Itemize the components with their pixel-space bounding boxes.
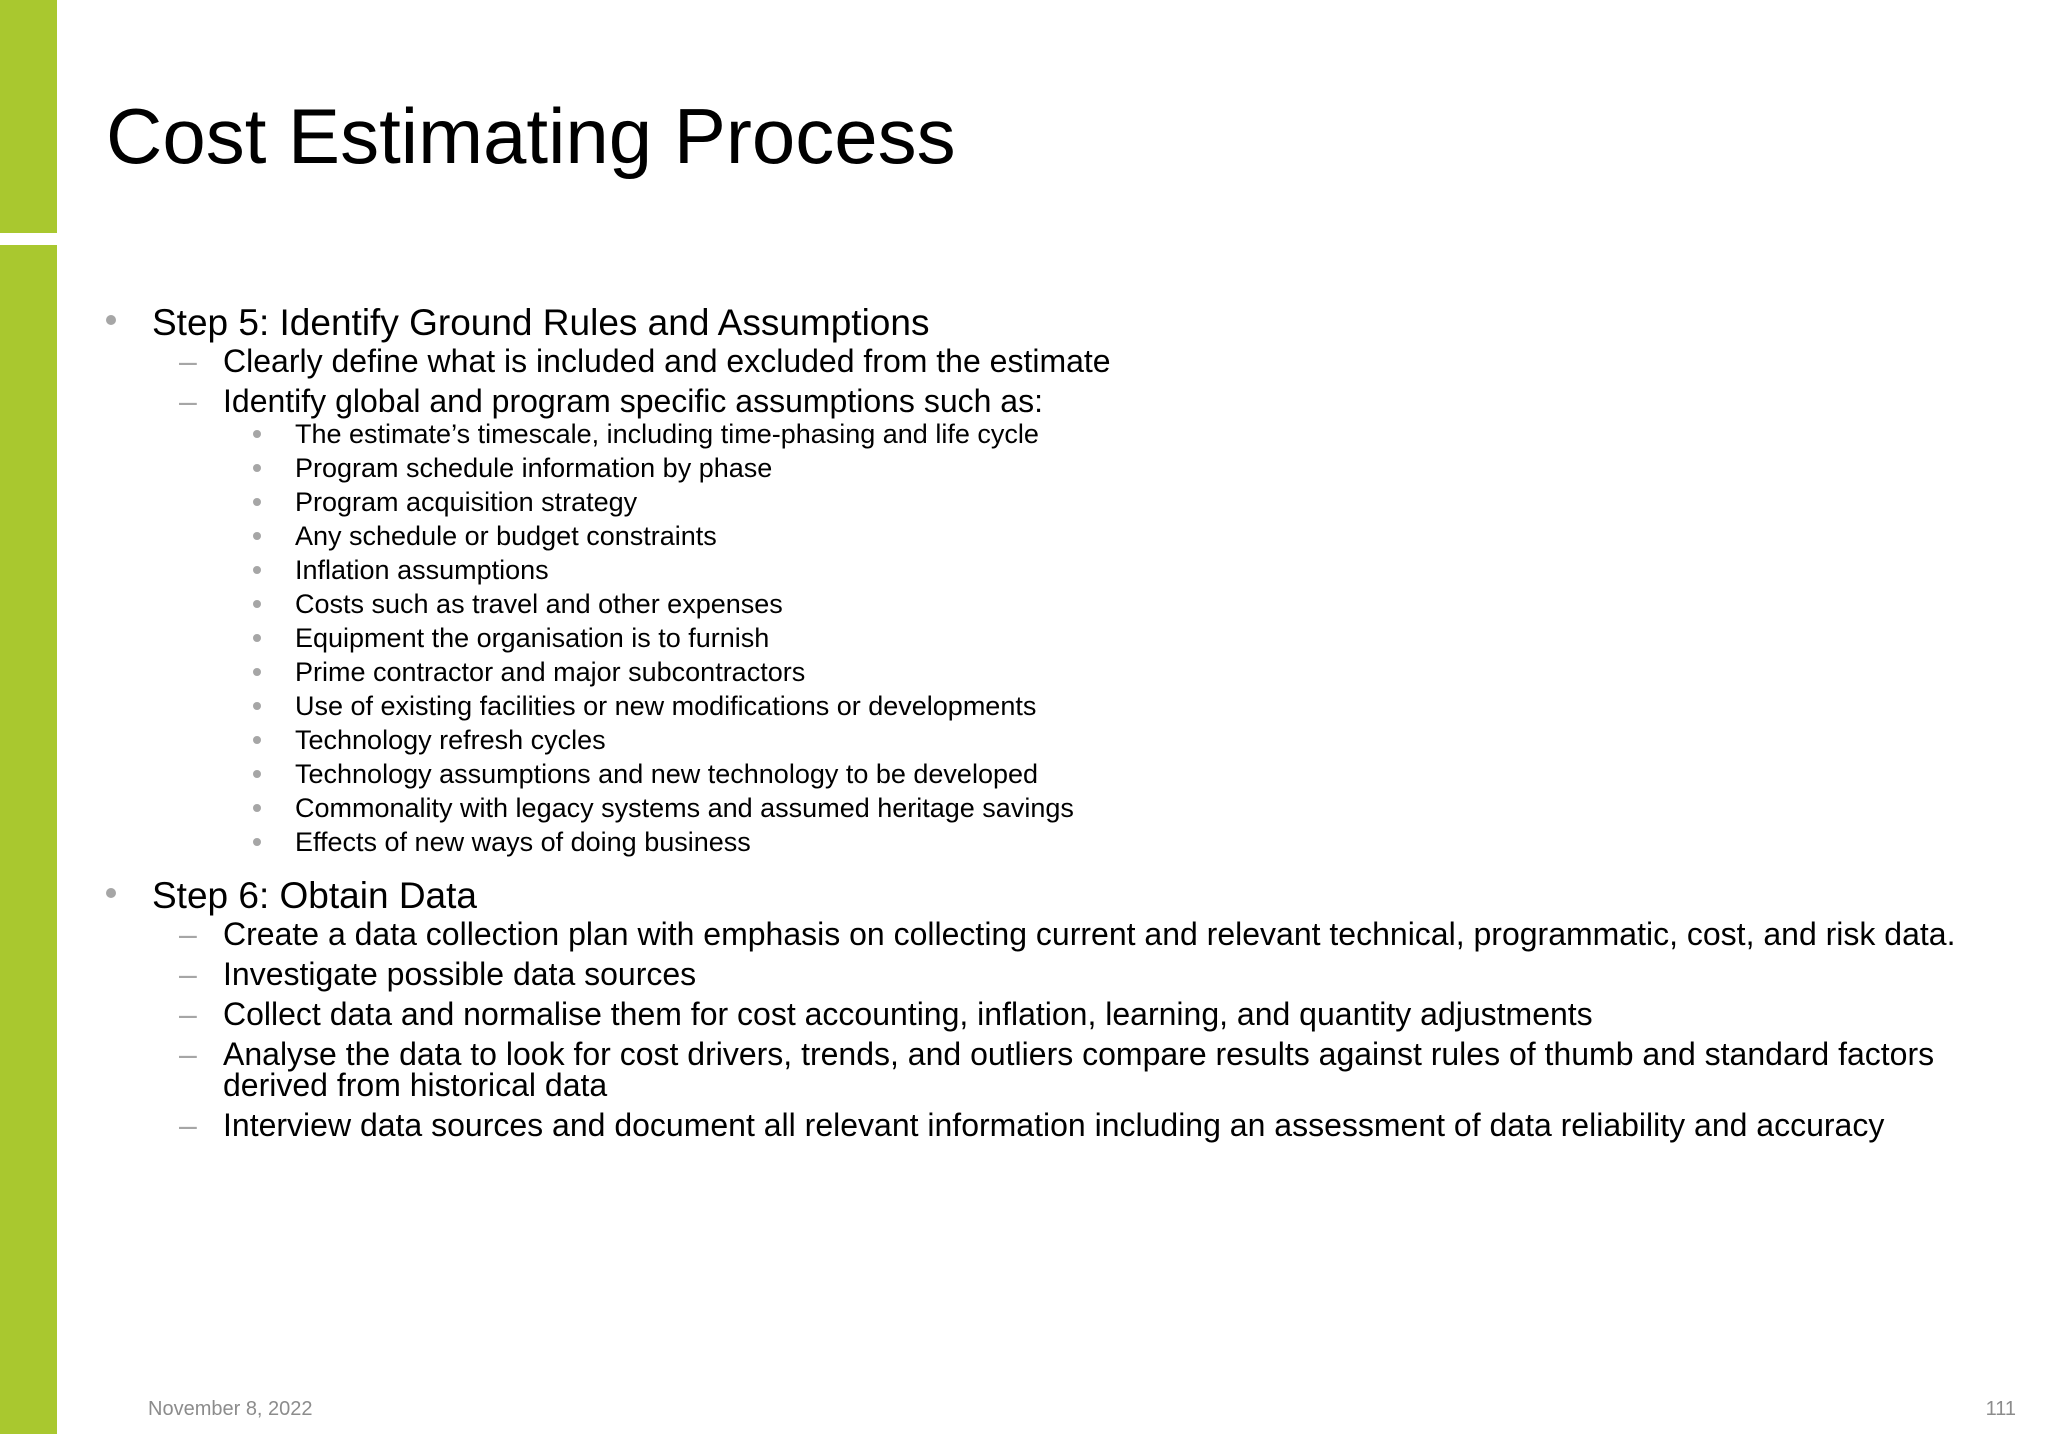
assumption-item: Technology assumptions and new technology to be developed — [152, 757, 1996, 791]
footer-date: November 8, 2022 — [148, 1398, 313, 1420]
assumption-item: The estimate’s timescale, including time-phasing and life cycle — [152, 417, 1996, 451]
dash-icon: – — [179, 1036, 197, 1072]
assumption-item: Effects of new ways of doing business — [152, 825, 1996, 859]
list-item — [152, 343, 1996, 379]
slide-title: Cost Estimating Process — [106, 92, 956, 180]
dash-icon: – — [179, 956, 197, 992]
list-item — [152, 383, 1996, 419]
bullet-icon — [253, 634, 261, 642]
list-item-text: Identify global and program specific assumptions such as: — [223, 383, 1043, 419]
list-item — [152, 916, 1996, 952]
bullet-icon — [253, 702, 261, 710]
assumption-item: Any schedule or budget constraints — [152, 519, 1996, 553]
step-5-list — [152, 343, 1996, 419]
bullet-icon — [253, 430, 261, 438]
list-item-text: Interview data sources and document all relevant information including an assessment of data reliability and accuracy — [223, 1107, 1885, 1143]
assumption-item: Commonality with legacy systems and assumed heritage savings — [152, 791, 1996, 825]
assumption-item: Inflation assumptions — [152, 553, 1996, 587]
bullet-icon — [253, 804, 261, 812]
bullet-icon — [253, 770, 261, 778]
assumption-item: Costs such as travel and other expenses — [152, 587, 1996, 621]
bullet-icon — [253, 668, 261, 676]
list-item-text: Create a data collection plan with emphasis on collecting current and relevant technical, programmatic, cost, and risk data. — [223, 916, 1956, 952]
page-number: 111 — [1985, 1398, 2016, 1420]
bullet-icon — [253, 600, 261, 608]
list-item-text: Analyse the data to look for cost drivers, trends, and outliers compare results against rules of thumb and standard factors derived from historical data — [223, 1036, 1935, 1103]
step-6-section — [106, 873, 1996, 1141]
assumption-item: Prime contractor and major subcontractors — [152, 655, 1996, 689]
list-item — [152, 956, 1996, 992]
bullet-icon — [253, 464, 261, 472]
list-item — [152, 1036, 1996, 1103]
step-5-heading: Step 5: Identify Ground Rules and Assumptions — [152, 302, 930, 343]
assumption-item: Technology refresh cycles — [152, 723, 1996, 757]
bullet-icon — [253, 838, 261, 846]
assumption-item: Program schedule information by phase — [152, 451, 1996, 485]
list-item — [152, 1107, 1996, 1143]
assumption-item: Use of existing facilities or new modifications or developments — [152, 689, 1996, 723]
assumptions-list — [152, 417, 1996, 859]
assumption-item: Program acquisition strategy — [152, 485, 1996, 519]
dash-icon: – — [179, 916, 197, 952]
bullet-icon — [106, 888, 116, 898]
dash-icon: – — [179, 996, 197, 1032]
step-5-section — [106, 300, 1996, 859]
list-item-text: Clearly define what is included and excluded from the estimate — [223, 343, 1111, 379]
dash-icon: – — [179, 343, 197, 379]
assumption-item: Equipment the organisation is to furnish — [152, 621, 1996, 655]
bullet-icon — [253, 736, 261, 744]
bullet-icon — [106, 315, 116, 325]
slide-content — [106, 300, 1996, 1141]
accent-bar-bottom — [0, 245, 57, 1434]
bullet-icon — [253, 498, 261, 506]
list-item-text: Collect data and normalise them for cost accounting, inflation, learning, and quantity adjustments — [223, 996, 1593, 1032]
dash-icon: – — [179, 383, 197, 419]
dash-icon: – — [179, 1107, 197, 1143]
step-6-heading: Step 6: Obtain Data — [152, 875, 477, 916]
bullet-icon — [253, 566, 261, 574]
list-item — [152, 996, 1996, 1032]
step-6-list — [152, 916, 1996, 1143]
accent-bar-top — [0, 0, 57, 233]
list-item-text: Investigate possible data sources — [223, 956, 697, 992]
bullet-icon — [253, 532, 261, 540]
